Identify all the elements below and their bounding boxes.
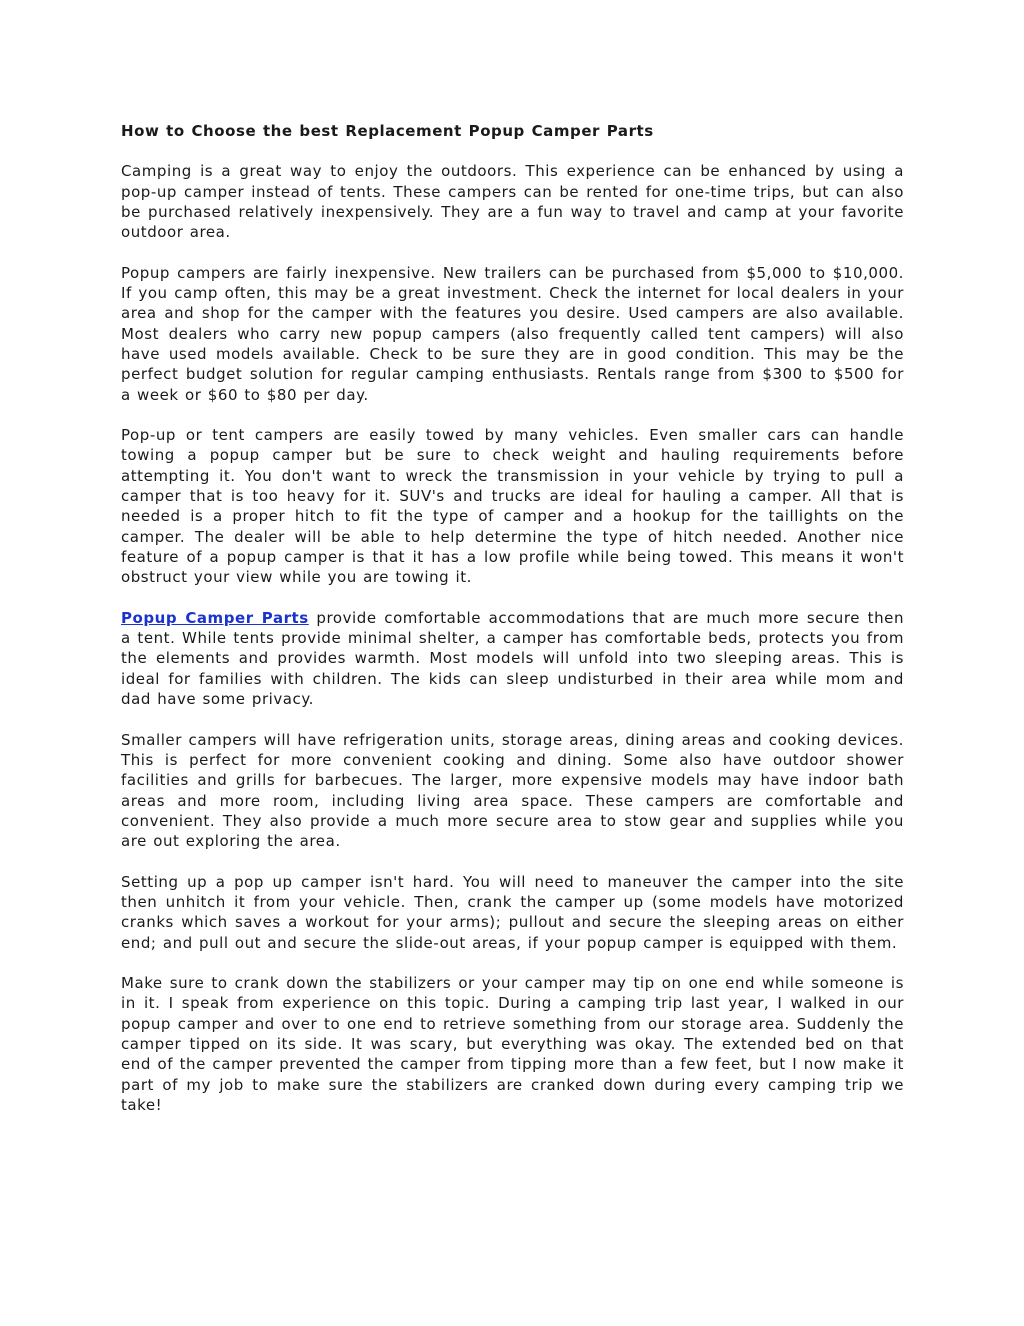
paragraph-towing: Pop-up or tent campers are easily towed by many vehicles. Even smaller cars can handle towing a popup camper but be sure to check weight and hauling requirements before attempting it. You don't want to wreck the transmission in your vehicle by trying to pull a camper that is too heavy for it. SUV's and trucks are ideal for hauling a camper. All that is needed is a proper hitch to fit the type of camper and a hookup for the taillights on the camper. The dealer will be able to help determine the type of hitch needed. Another nice feature of a popup camper is that it has a low profile while being towed. This means it won't obstruct your view while you are towing it. — [121, 426, 904, 587]
document-page — [121, 121, 904, 1136]
popup-camper-parts-link[interactable]: Popup Camper Parts — [121, 608, 309, 627]
paragraph-amenities: Smaller campers will have refrigeration units, storage areas, dining areas and cooking devices. This is perfect for more convenient cooking and dining. Some also have outdoor shower facilities and grills for barbecues. The larger, more expensive models may have indoor bath areas and more room, including living area space. These campers are comfortable and convenient. They also provide a much more secure area to stow gear and supplies while you are out exploring the area. — [121, 730, 904, 851]
paragraph-pricing: Popup campers are fairly inexpensive. New trailers can be purchased from $5,000 to $10,000. If you camp often, this may be a great investment. Check the internet for local dealers in your area and shop for the camper with the features you desire. Used campers are also available. Most dealers who carry new popup campers (also frequently called tent campers) will also have used models available. Check to be sure they are in good condition. This may be the perfect budget solution for regular camping enthusiasts. Rentals range from $300 to $500 for a week or $60 to $80 per day. — [121, 263, 904, 404]
document-title: How to Choose the best Replacement Popup Camper Parts — [121, 122, 654, 140]
paragraph-accommodations-text: provide comfortable accommodations that are much more secure then a tent. While tents provide minimal shelter, a camper has comfortable beds, protects you from the elements and provides warmth. Most models will unfold into two sleeping areas. This is ideal for families with children. The kids can sleep undisturbed in their area while mom and dad have some privacy. — [121, 608, 904, 709]
paragraph-stabilizers: Make sure to crank down the stabilizers or your camper may tip on one end while someone is in it. I speak from experience on this topic. During a camping trip last year, I walked in our popup camper and over to one end to retrieve something from our storage area. Suddenly the camper tipped on its side. It was scary, but everything was okay. The extended bed on that end of the camper prevented the camper from tipping more than a few feet, but I now make it part of my job to make sure the stabilizers are cranked down during every camping trip we take! — [121, 974, 904, 1114]
paragraph-accommodations — [121, 608, 904, 709]
paragraph-intro: Camping is a great way to enjoy the outdoors. This experience can be enhanced by using a pop-up camper instead of tents. These campers can be rented for one-time trips, but can also be purchased relatively inexpensively. They are a fun way to travel and camp at your favorite outdoor area. — [121, 162, 904, 242]
paragraph-setup: Setting up a pop up camper isn't hard. You will need to maneuver the camper into the site then unhitch it from your vehicle. Then, crank the camper up (some models have motorized cranks which saves a workout for your arms); pullout and secure the sleeping areas on either end; and pull out and secure the slide-out areas, if your popup camper is equipped with them. — [121, 872, 904, 952]
